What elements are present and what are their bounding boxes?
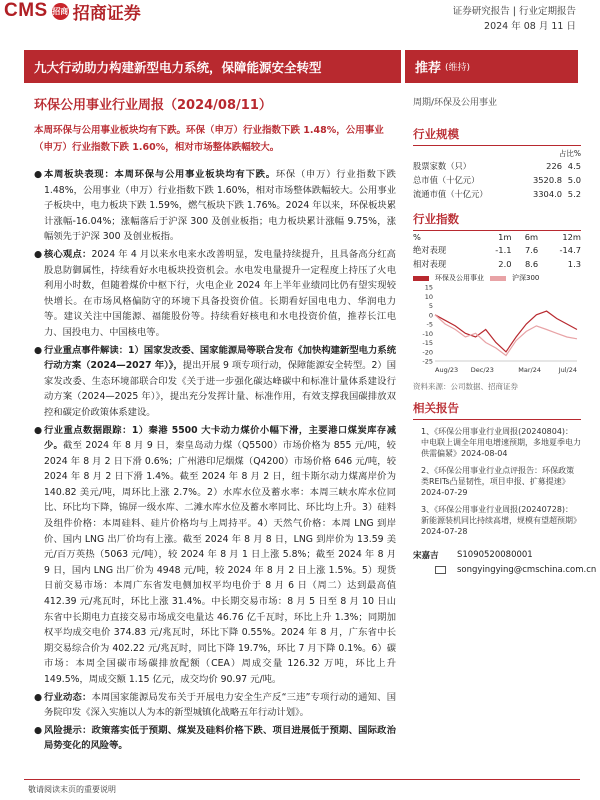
- y-tick-label: -5: [426, 320, 433, 329]
- y-tick-label: 15: [424, 283, 433, 292]
- para-events: ● 行业重点事件解读：1）国家发改委、国家能源局等联合发布《加快构建新型电力系统行动方案（2024—2027 年）》，提出开展 9 项专项行动，保障能源安全转型。2）国家发改委、生态环境部联合印发《关于进一步强化碳达峰碳中和标准计量体系建设行动方案（2024—2025 年）》，提出充分发挥计量、标准作用，有效支撑我国碳排放双控和碳定价政策体系建设。: [34, 344, 396, 418]
- y-tick-label: -20: [422, 348, 433, 357]
- table-row: 相对表现 2.0 8.6 1.3: [413, 259, 581, 269]
- table-header: % 1m 6m 12m: [413, 232, 581, 242]
- logo-text: CMS: [4, 0, 48, 21]
- legend-swatch: [490, 276, 506, 281]
- report-meta: [453, 4, 576, 34]
- header: [0, 0, 600, 44]
- x-tick-label: Aug/23: [435, 366, 459, 374]
- para-core-view: ● 核心观点：2024 年 4 月以来水电来水改善明显，发电量持续提升，且具备高分红高股息防御属性，持续看好水电板块投资机会。水电发电量提升一定程度上持压了火电利用小时数，但随着煤价中枢下行，火电企业 2024 年上半年业绩同比仍有望实现较快增长。在市场风格偏防守的环境下具备投资价值。长期看好国电电力、华润电力等。建议关注中国能源、福能股份等。持续看好核电和水电投资价值，推荐长江电力、国投电力、中国核电等。: [34, 248, 396, 338]
- series-line: [435, 311, 577, 352]
- legend-item: 环保及公用事业: [435, 274, 484, 282]
- para-news: ● 行业动态：本周国家能源局发布关于开展电力安全生产反“三违”专项行动的通知、国务院印发《深入实施以人为本的新型城镇化战略五年行动计划》。: [34, 691, 396, 719]
- report-date: 2024 年 08 月 11 日: [484, 21, 576, 32]
- perf-table: [413, 231, 581, 271]
- para-risk: ● 风险提示：政策落实低于预期、煤炭及硅料价格下跌、项目进展低于预期、国际政治局势变化的风险等。: [34, 724, 396, 752]
- para-performance: ● 本周板块表现：本周环保与公用事业板块均有下跌。环保（申万）行业指数下跌 1.48%，公用事业（申万）行业指数下跌 1.60%，相对市场整体跌幅较大。公用事业子板块中，电力板块下跌 1.59%，燃气板块下跌 1.76%。2024 年以来，环保板块累计涨幅-16.04%；涨幅落后于沪深 300 及创业板指；电力板块累计涨幅 9.75%，涨幅领先于沪深 300 及创业板指。: [34, 169, 396, 243]
- y-tick-label: 10: [424, 292, 433, 301]
- logo-cn: 招商证券: [72, 3, 141, 24]
- series-line: [435, 315, 577, 356]
- y-tick-label: -15: [422, 339, 433, 347]
- rating-label: 推荐: [415, 61, 442, 76]
- perf-head: 行业指数: [413, 211, 581, 231]
- related-item[interactable]: 3、《环保公用事业行业周报(20240728)：新能源装机同比持续高增，规模有望超预期》2024-07-28: [421, 505, 581, 536]
- table-row: 绝对表现 -1.1 7.6 -14.7: [413, 245, 581, 255]
- logo: [4, 0, 141, 22]
- chart-legend: [413, 273, 581, 283]
- analyst-name: 宋嘉吉: [413, 551, 439, 561]
- table-row: 流通市值（十亿元） 3304.0 5.2: [413, 189, 581, 199]
- report-body: [34, 167, 396, 756]
- scale-head: 行业规模: [413, 126, 581, 146]
- legend-swatch: [413, 276, 429, 281]
- mail-icon: [435, 566, 446, 574]
- headline-banner: 九大行动助力构建新型电力系统，保障能源安全转型: [24, 50, 401, 83]
- y-tick-label: -10: [422, 329, 433, 338]
- y-tick-label: 0: [428, 311, 433, 320]
- related-head: 相关报告: [413, 400, 581, 420]
- analyst-email[interactable]: songyingying@cmschina.com.cn: [457, 565, 597, 575]
- x-tick-label: Dec/23: [470, 366, 494, 374]
- footer-divider: [24, 779, 580, 780]
- table-row: 总市值（十亿元） 3520.8 5.0: [413, 175, 581, 185]
- analyst: [413, 549, 597, 575]
- related-item[interactable]: 1、《环保公用事业行业周报(20240804)：中电联上调全年用电增速预期，多地夏季电力供需偏紧》2024-08-04: [421, 427, 581, 458]
- para-data: ● 行业重点数据跟踪：1）秦港 5500 大卡动力煤价小幅下滑，主要港口煤炭库存减少。截至 2024 年 8 月 9 日，秦皇岛动力煤（Q5500）市场价格为 855 元/吨，较 2024 年 8 月 2 日下滑 0.6%；广州港印尼烟煤（Q4200）市场价格 646 元/吨，较 2024 年 8 月 2 日下滑 1.4%。截至 2024 年 8 月 2 日，纽卡斯尔动力煤离岸价为 140.82 美元/吨，周环比上涨 2.7%。2）水库水位及蓄水率：本周三峡水库水位同比、环比均下降，锦屏一级水库、二滩水库水位及蓄水率同比、环比均上升。3）硅料及组件价格：本周硅料、硅片价格均与上周持平。4）天然气价格：本周 LNG 到岸价、国内 LNG 出厂价均有上涨。截至 2024 年 8 月 8 日，LNG 到岸价为 13.59 美元/百万英热（5063 元/吨），较 2024 年 8 月 1 日上涨 5.8%；截至 2024 年 8 月 9 日，国内 LNG 出厂价为 4948 元/吨，较 2024 年 8 月 2 日上涨 1.5%。5）现货日前交易市场：本周广东省发电侧加权平均电价于 8 月 6 日（周二）达到最高值 412.39 元/兆瓦时，环比上涨 31.4%。中长期交易市场：8 月 5 日至 8 月 10 日山东省中长期电力直接交易市场成交电量达 46.76 亿千瓦时，环比上升 1.3%；同期加权平均成交电价 374.83 元/兆瓦时，环比下降 0.55%。2024 年 8 月，广东省中长期交易综合价为 402.22 元/兆瓦时，同比下降 19.7%，环比 7 月下降 0.1%。6）碳市场：本周全国碳市场碳排放配额（CEA）周成交量 126.32 万吨，环比上升 149.5%，周成交额 1.15 亿元，成交均价 90.97 元/吨。: [34, 424, 396, 685]
- rating-box: [405, 50, 578, 83]
- sidebar: [413, 90, 597, 575]
- index-chart: [413, 283, 581, 375]
- report-type: 证券研究报告 | 行业定期报告: [452, 6, 576, 17]
- analyst-id: S1090520080001: [457, 550, 533, 560]
- industry-sub: 周期/环保及公用事业: [413, 98, 498, 108]
- footer: 敬请阅读末页的重要说明: [28, 785, 116, 794]
- x-tick-label: Jul/24: [558, 366, 577, 374]
- related-item[interactable]: 2、《环保公用事业行业点评报告：环保政策类REITs凸显韧性，项目申报、扩募提速》2024-07-29: [421, 466, 575, 497]
- summary: 本周环保与公用事业板块均有下跌。环保（申万）行业指数下跌 1.48%，公用事业（申万）行业指数下跌 1.60%，相对市场整体跌幅较大。: [34, 125, 384, 153]
- scale-unit: 占比%: [558, 149, 581, 158]
- logo-badge-icon: 招商: [52, 3, 69, 20]
- table-row: 股票家数（只） 226 4.5: [413, 161, 581, 171]
- x-tick-label: Mar/24: [518, 366, 542, 374]
- y-tick-label: -25: [422, 357, 433, 366]
- chart-source: 资料来源：公司数据、招商证券: [413, 382, 518, 391]
- report-title: 环保公用事业行业周报（2024/08/11）: [34, 98, 272, 113]
- y-tick-label: 5: [428, 302, 433, 310]
- legend-item: 沪深300: [512, 274, 540, 282]
- rating-sub: (维持): [445, 63, 471, 73]
- scale-table: [413, 159, 581, 201]
